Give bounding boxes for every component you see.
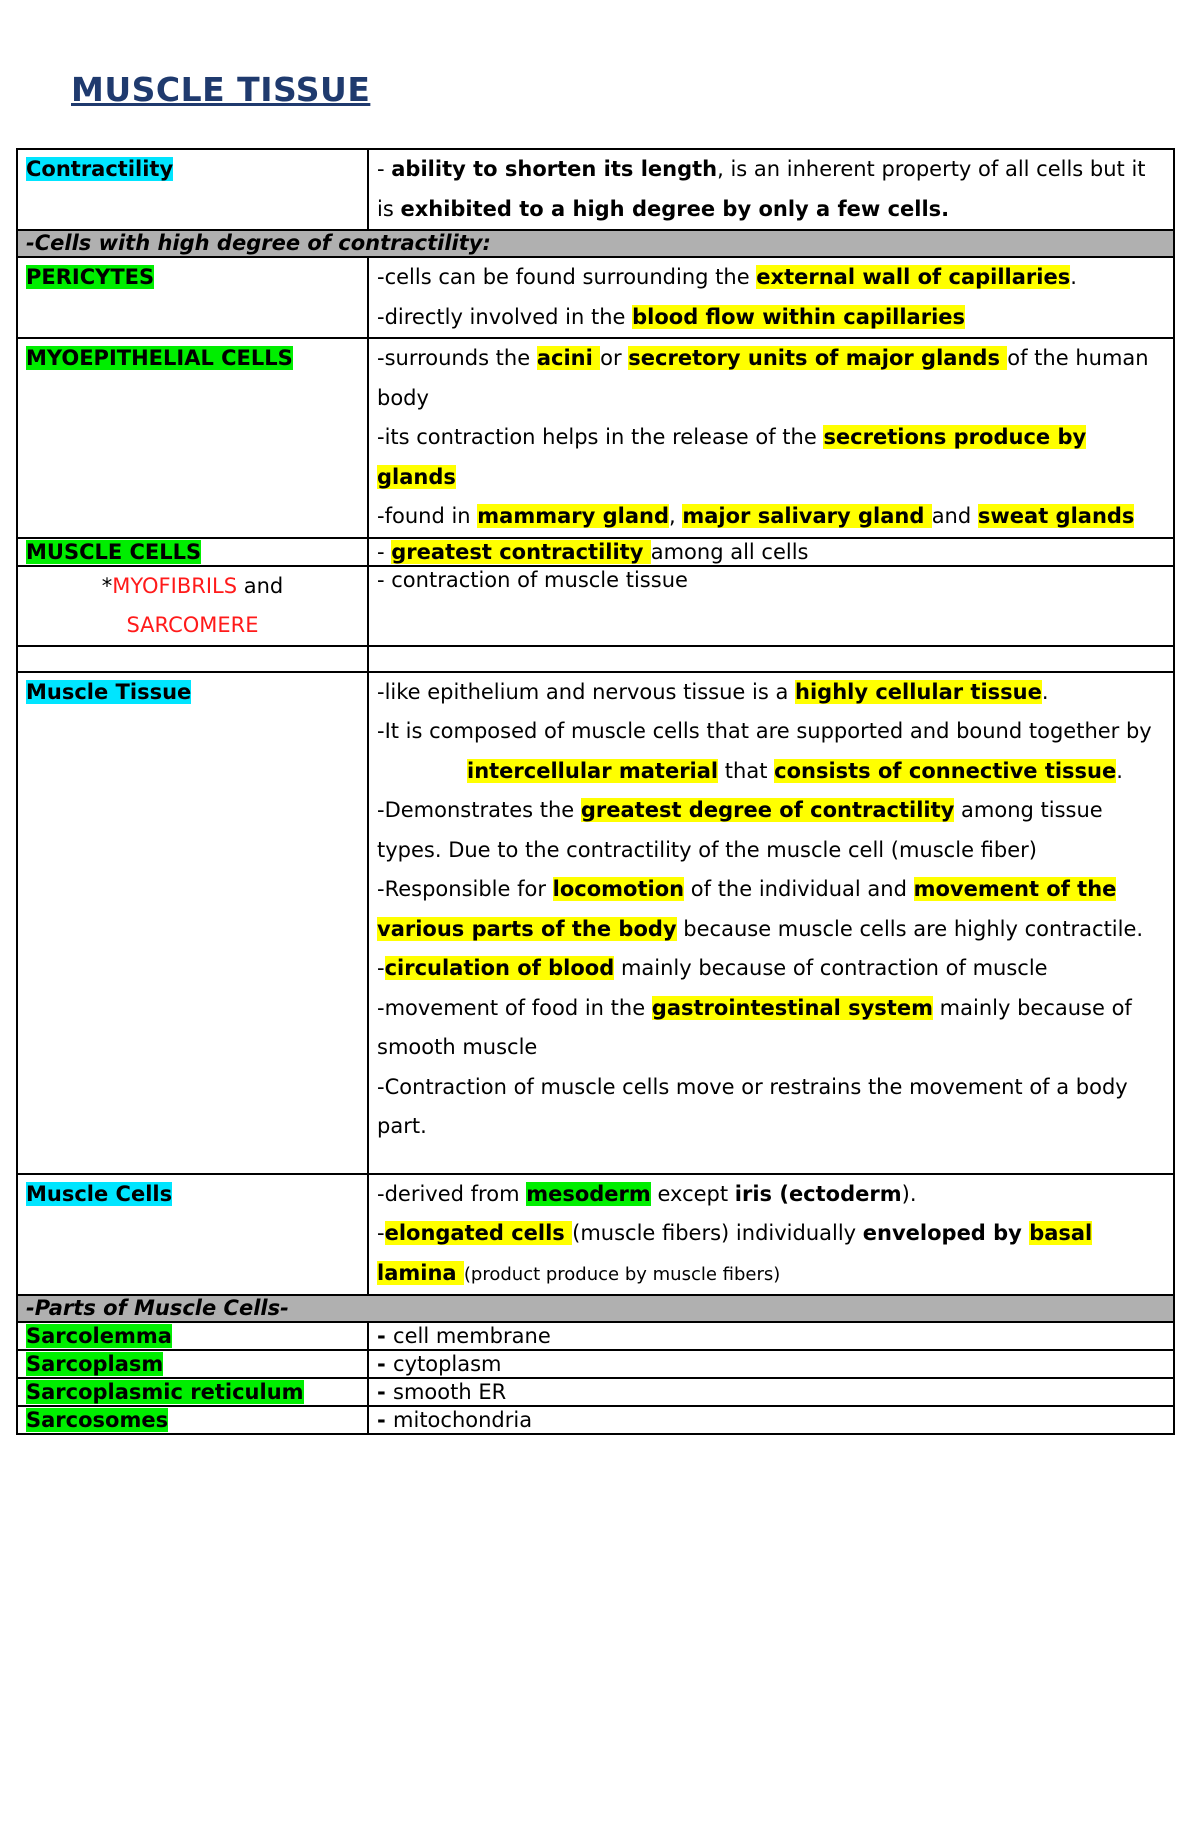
bold-text: iris (ectoderm [734,1181,902,1206]
definition-cell [368,1322,1174,1350]
term-muscle-cells-lower: Muscle Cells [26,1181,173,1206]
highlight: acini [536,346,601,370]
line [377,673,1165,713]
highlight: secretory units of major glands [628,346,1008,370]
table-row [17,1350,1174,1378]
bold-text: exhibited to a high degree by only a few cells. [400,196,950,221]
definition-cell [368,257,1174,338]
text: among tissue types. Due to the contractility of the muscle cell (muscle fiber) [377,798,1103,862]
definition-cell [368,149,1174,230]
empty-cell [17,646,368,672]
highlight: secretions produce by glands [377,425,1087,489]
term-contractility: Contractility [26,157,174,181]
definition-cell [368,1350,1174,1378]
table-row [17,1406,1174,1434]
text: -like epithelium and nervous tissue is a [377,679,796,704]
highlight: external wall of capillaries [756,265,1071,289]
text: . [1116,758,1123,783]
highlight: sweat glands [977,504,1135,528]
definition-cell [368,1378,1174,1406]
text: -its contraction helps in the release of the [377,425,824,449]
term-sarcoplasm: Sarcoplasm [26,1352,164,1376]
line [377,497,1165,537]
text: -surrounds the [377,346,537,370]
text: - [377,157,392,181]
text: * [101,573,113,598]
text: that [718,758,775,783]
highlight: elongated cells [384,1221,573,1245]
text: -movement of food in the [377,995,652,1020]
term-cell [17,1378,368,1406]
text: , [669,504,683,528]
definition-cell [368,338,1174,538]
line [377,298,1165,338]
text: cytoplasm [393,1352,502,1376]
term-muscle-cells: MUSCLE CELLS [26,539,202,564]
line [377,418,1165,497]
term-sarcoplasmic-reticulum: Sarcoplasmic reticulum [26,1380,304,1404]
term-sarcolemma: Sarcolemma [26,1324,172,1348]
highlight: gastrointestinal system [651,995,933,1020]
line [377,870,1165,949]
section-header: -Parts of Muscle Cells- [17,1295,1174,1322]
notes-table [16,148,1175,1435]
text: smooth ER [393,1380,507,1404]
text: - [377,1408,394,1432]
highlight: highly cellular tissue [795,679,1042,704]
text: - [377,1380,394,1404]
term-cell [17,1350,368,1378]
small-text: (product produce by muscle fibers) [463,1263,781,1285]
highlight: movement of the various parts of the body [377,877,1117,941]
text: mitochondria [393,1408,533,1432]
text: - [377,539,392,564]
text: of the human body [377,346,1149,410]
line: -It is composed of muscle cells that are supported and bound together by [377,719,1152,743]
line [377,949,1165,989]
line [26,567,359,606]
table-row [17,1322,1174,1350]
line [377,1175,1165,1215]
text: - [377,1221,385,1245]
text: - [377,1324,394,1348]
bold-text: ability to shorten its length [391,157,718,181]
text: - [377,1352,394,1376]
term-cell [17,257,368,338]
highlight: blood flow within capillaries [632,304,966,329]
highlight: major salivary gland [682,504,932,528]
table-row [17,566,1174,646]
text: except [650,1181,735,1206]
text: -Demonstrates the [377,798,581,822]
table-row [17,257,1174,338]
term-cell [17,672,368,1174]
text: cell membrane [393,1324,551,1348]
line [377,791,1165,870]
table-row [17,149,1174,230]
text: and [237,573,284,598]
term-cell [17,566,368,646]
line [377,339,1165,418]
text: - [377,956,385,980]
highlight-green: mesoderm [526,1181,651,1206]
highlight: greatest contractility [391,539,651,564]
term-cell [17,1322,368,1350]
text: and [931,504,978,528]
section-header-row [17,1295,1174,1322]
bold-text: enveloped by [862,1221,1030,1245]
term-pericytes: PERICYTES [26,265,155,289]
section-header-row [17,230,1174,257]
empty-cell [368,646,1174,672]
term-myofibrils: MYOFIBRILS [112,573,238,598]
text: -Responsible for [377,877,553,901]
table-row [17,1378,1174,1406]
line: -Contraction of muscle cells move or restrains the movement of a body part. [377,1074,1128,1138]
definition-cell: - contraction of muscle tissue [368,566,1174,646]
term-cell [17,1174,368,1296]
text: because muscle cells are highly contractile. [676,916,1144,941]
term-sarcosomes: Sarcosomes [26,1408,169,1432]
table-row [17,1174,1174,1296]
line [377,258,1165,298]
text: . [1041,679,1049,704]
text: among all cells [650,539,809,564]
highlight: circulation of blood [384,956,615,980]
text: mainly because of contraction of muscle [614,956,1048,980]
definition-cell [368,1406,1174,1434]
line [377,752,1165,792]
text: mainly because of smooth muscle [377,995,1132,1059]
definition-cell [368,538,1174,566]
term-cell [17,149,368,230]
highlight: mammary gland [477,504,669,528]
text: -cells can be found surrounding the [377,265,757,289]
highlight: greatest degree of contractility [580,798,955,822]
table-row [17,672,1174,1174]
page-title: MUSCLE TISSUE [71,70,371,109]
text: . [1070,265,1077,289]
term-cell [17,1406,368,1434]
text: ). [901,1181,917,1206]
text: or [600,346,629,370]
text: -found in [377,504,478,528]
highlight: consists of connective tissue [774,758,1117,783]
highlight: basal lamina [377,1221,1093,1285]
term-cell [17,538,368,566]
term-muscle-tissue: Muscle Tissue [26,679,192,704]
definition-cell [368,1174,1174,1296]
highlight: intercellular material [467,758,719,783]
text: (muscle fibers) individually [572,1221,863,1245]
text: -directly involved in the [377,304,633,329]
table-row [17,338,1174,538]
line [377,989,1165,1068]
highlight: locomotion [552,877,685,901]
text: of the individual and [684,877,914,901]
section-header: -Cells with high degree of contractility: [17,230,1174,257]
term-cell [17,338,368,538]
line [377,1214,1165,1294]
empty-row [17,646,1174,672]
term-myoepithelial: MYOEPITHELIAL CELLS [26,346,293,370]
table-row [17,538,1174,566]
text: -derived from [377,1181,527,1206]
term-sarcomere: SARCOMERE [126,612,259,637]
definition-cell [368,672,1174,1174]
text: , is an inherent property of all cells but it is [377,157,1146,221]
